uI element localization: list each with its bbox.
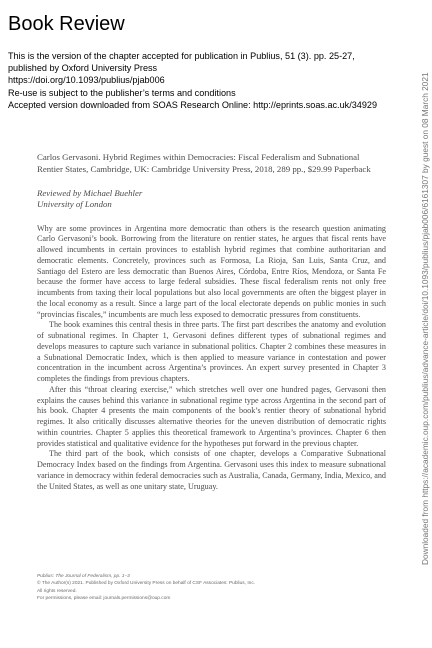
footer-permissions: For permissions, please email: journals.permissions@oup.com bbox=[37, 596, 171, 602]
book-reference: Carlos Gervasoni. Hybrid Regimes within Democracies: Fiscal Federalism and Subnational Rentier States, Cambridge, UK: Cambridge University Press, 2018, 289 pp., $29.99 Paperback bbox=[37, 152, 371, 174]
version-notice bbox=[8, 50, 418, 111]
journal-footer bbox=[37, 573, 386, 603]
footer-copyright: © The Author(s) 2021. Published by Oxford University Press on behalf of CSF Associates: Publius, Inc. bbox=[37, 581, 256, 587]
footer-journal: Publius: The Journal of Federalism, pp. 1–3 bbox=[37, 574, 130, 579]
download-watermark: Downloaded from https://academic.oup.com/publius/advance-article/doi/10.1093/publius/pjab006/6161307 by guest on 08 March 2021 bbox=[420, 72, 430, 565]
review-body bbox=[37, 152, 386, 492]
footer-rights: All rights reserved. bbox=[37, 588, 77, 594]
body-paragraph: After this “throat clearing exercise,” which stretches well over one hundred pages, Gervasoni then explains the causes behind this variance in subnational regime type across Argentina in the second part of his book. Chapter 4 presents the main components of the book’s rentier theory of subnational hybrid regimes. It also critically discusses alternative theories for the uneven distribution of democratic rights within countries. Chapter 5 applies this theoretical framework to Argentina’s provinces. Chapter 6 then provides statistical and qualitative evidence for the hypotheses put forward in the previous chapter. bbox=[37, 384, 386, 448]
body-paragraph: Why are some provinces in Argentina more democratic than others is the research question animating Carlo Gervasoni’s book. Borrowing from the literature on rentier states, he argues that fiscal rents have allowed incumbents in certain provinces to establish hybrid regimes that combine authoritarian and democratic elements. Concretely, provinces such as Formosa, La Rioja, San Luis, Santa Cruz, and Santiago del Estero are less democratic than Buenos Aires, Córdoba, Entre Ríos, Mendoza, or Santa Fe because the former have access to large federal subsidies. These fiscal federalism rents not only free incumbents from taxing their local populations but also local governments are often the biggest player in the local economy as a result. Since a large part of the local electorate depends on public monies in such “provincias fiscales,” incumbents are much less exposed to democratic pressures from constituents. bbox=[37, 223, 386, 319]
reviewer-name: Reviewed by Michael Buehler bbox=[37, 187, 143, 198]
reviewer-block bbox=[37, 188, 386, 210]
version-notice-line: Re-use is subject to the publisher’s terms and conditions bbox=[8, 87, 236, 98]
version-notice-line: This is the version of the chapter accepted for publication in Publius, 51 (3). pp. 25-27, bbox=[8, 51, 355, 61]
reviewer-affiliation: University of London bbox=[37, 198, 112, 209]
body-paragraph: The third part of the book, which consists of one chapter, develops a Comparative Subnational Democracy Index based on the findings from Argentina. Gervasoni uses this index to measure subnational variance in democracy within federal democracies such as Australia, Canada, Germany, India, Mexico, and the United States, as well as one unitary state, Uruguay. bbox=[37, 449, 386, 491]
version-notice-line: published by Oxford University Press bbox=[8, 63, 158, 74]
doi-link[interactable]: https://doi.org/10.1093/publius/pjab006 bbox=[8, 75, 165, 86]
repository-link-line[interactable]: Accepted version downloaded from SOAS Research Online: http://eprints.soas.ac.uk/34929 bbox=[8, 99, 378, 110]
document-title: Book Review bbox=[8, 13, 125, 35]
body-paragraph: The book examines this central thesis in three parts. The first part describes the anatomy and evolution of subnational regimes. In Chapter 1, Gervasoni defines different types of subnational regimes and develops measures to capture such variance in subnational politics. Chapter 2 combines these measures in a Subnational Democratic Index, which is then applied to measure variance in contestation and power concentration in the incumbent across Argentina’s provinces. An expert survey presented in Chapter 3 completes the findings from previous chapters. bbox=[37, 320, 386, 384]
